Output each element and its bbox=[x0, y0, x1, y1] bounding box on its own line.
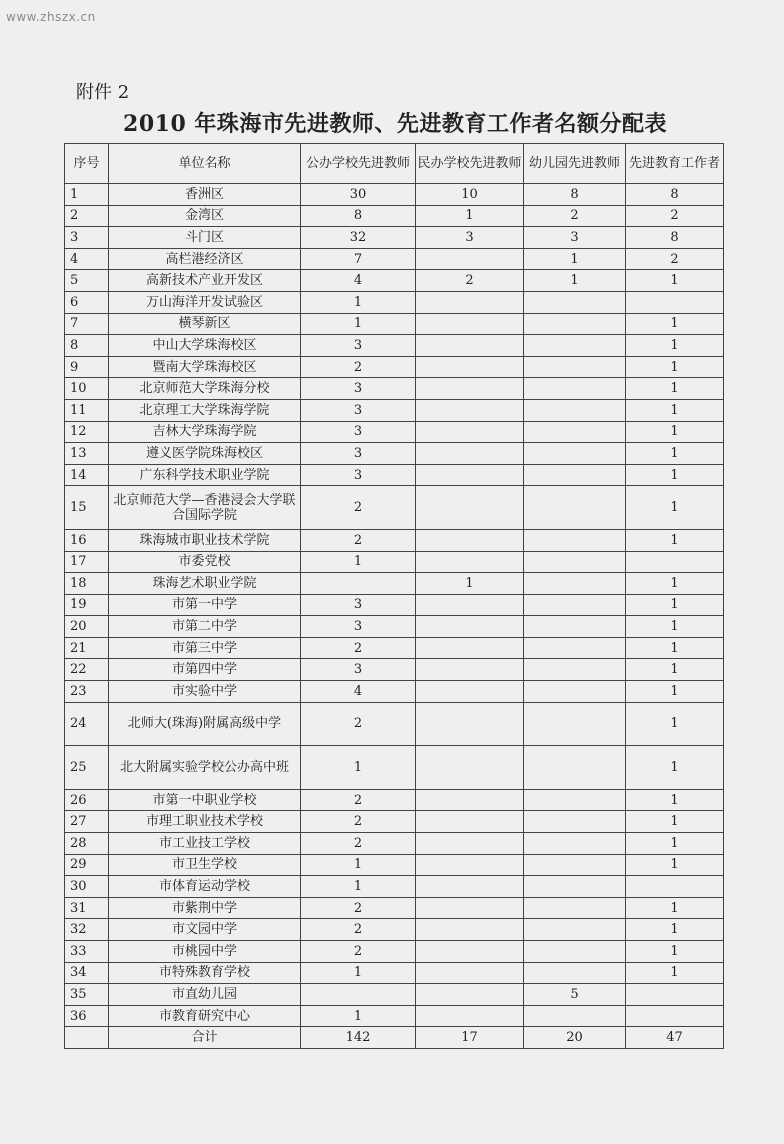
unit-name-cell: 市第一中职业学校 bbox=[109, 789, 301, 811]
kindergarten-teachers-cell bbox=[524, 464, 626, 486]
table-row bbox=[65, 291, 724, 313]
public-teachers-cell: 3 bbox=[301, 378, 416, 400]
table-row bbox=[65, 984, 724, 1006]
private-teachers-cell: 10 bbox=[416, 184, 524, 206]
row-index-cell: 26 bbox=[65, 789, 109, 811]
private-teachers-cell bbox=[416, 746, 524, 790]
private-teachers-cell bbox=[416, 1005, 524, 1027]
row-index-cell: 14 bbox=[65, 464, 109, 486]
kindergarten-teachers-cell bbox=[524, 876, 626, 898]
education-workers-cell: 1 bbox=[626, 941, 724, 963]
kindergarten-teachers-cell bbox=[524, 421, 626, 443]
row-index-cell: 33 bbox=[65, 941, 109, 963]
public-teachers-cell: 2 bbox=[301, 486, 416, 530]
table-row bbox=[65, 421, 724, 443]
private-teachers-cell bbox=[416, 897, 524, 919]
public-teachers-cell: 1 bbox=[301, 854, 416, 876]
kindergarten-teachers-cell bbox=[524, 335, 626, 357]
table-row bbox=[65, 962, 724, 984]
education-workers-cell bbox=[626, 1005, 724, 1027]
public-teachers-cell: 3 bbox=[301, 616, 416, 638]
table-row bbox=[65, 551, 724, 573]
private-teachers-cell bbox=[416, 551, 524, 573]
row-index-cell: 15 bbox=[65, 486, 109, 530]
unit-name-cell: 北京理工大学珠海学院 bbox=[109, 399, 301, 421]
row-index-cell: 8 bbox=[65, 335, 109, 357]
kindergarten-teachers-cell bbox=[524, 551, 626, 573]
private-teachers-cell: 3 bbox=[416, 227, 524, 249]
education-workers-cell: 1 bbox=[626, 356, 724, 378]
header-index: 序号 bbox=[65, 144, 109, 184]
table-row bbox=[65, 702, 724, 746]
unit-name-cell: 市文园中学 bbox=[109, 919, 301, 941]
public-teachers-cell: 1 bbox=[301, 876, 416, 898]
table-row bbox=[65, 313, 724, 335]
private-teachers-cell bbox=[416, 876, 524, 898]
public-teachers-cell: 7 bbox=[301, 248, 416, 270]
header-private-teachers: 民办学校先进教师 bbox=[416, 144, 524, 184]
row-index-cell: 34 bbox=[65, 962, 109, 984]
education-workers-cell bbox=[626, 876, 724, 898]
row-index-cell: 19 bbox=[65, 594, 109, 616]
private-teachers-cell bbox=[416, 789, 524, 811]
table-row bbox=[65, 227, 724, 249]
unit-name-cell: 北京师范大学—香港浸会大学联合国际学院 bbox=[109, 486, 301, 530]
education-workers-cell bbox=[626, 984, 724, 1006]
unit-name-cell: 珠海城市职业技术学院 bbox=[109, 529, 301, 551]
row-index-cell: 36 bbox=[65, 1005, 109, 1027]
row-index-cell: 11 bbox=[65, 399, 109, 421]
public-teachers-cell bbox=[301, 573, 416, 595]
private-teachers-cell bbox=[416, 681, 524, 703]
private-teachers-cell bbox=[416, 443, 524, 465]
education-workers-cell: 1 bbox=[626, 659, 724, 681]
unit-name-cell: 市特殊教育学校 bbox=[109, 962, 301, 984]
public-teachers-cell: 2 bbox=[301, 897, 416, 919]
unit-name-cell: 珠海艺术职业学院 bbox=[109, 573, 301, 595]
private-teachers-cell bbox=[416, 833, 524, 855]
unit-name-cell: 市第三中学 bbox=[109, 637, 301, 659]
table-row bbox=[65, 184, 724, 206]
row-index-cell: 4 bbox=[65, 248, 109, 270]
unit-name-cell: 市工业技工学校 bbox=[109, 833, 301, 855]
private-teachers-cell bbox=[416, 464, 524, 486]
education-workers-cell: 1 bbox=[626, 616, 724, 638]
total-kindergarten: 20 bbox=[524, 1027, 626, 1049]
attachment-label: 附件 2 bbox=[76, 82, 130, 103]
private-teachers-cell bbox=[416, 919, 524, 941]
row-index-cell: 31 bbox=[65, 897, 109, 919]
unit-name-cell: 遵义医学院珠海校区 bbox=[109, 443, 301, 465]
public-teachers-cell: 1 bbox=[301, 962, 416, 984]
kindergarten-teachers-cell bbox=[524, 789, 626, 811]
table-body bbox=[65, 184, 724, 1027]
education-workers-cell: 1 bbox=[626, 270, 724, 292]
public-teachers-cell bbox=[301, 984, 416, 1006]
table-row bbox=[65, 811, 724, 833]
unit-name-cell: 香洲区 bbox=[109, 184, 301, 206]
header-unit-name: 单位名称 bbox=[109, 144, 301, 184]
private-teachers-cell bbox=[416, 335, 524, 357]
education-workers-cell: 1 bbox=[626, 681, 724, 703]
education-workers-cell: 1 bbox=[626, 594, 724, 616]
public-teachers-cell: 1 bbox=[301, 313, 416, 335]
row-index-cell: 20 bbox=[65, 616, 109, 638]
document-title: 2010 年珠海市先进教师、先进教育工作者名额分配表 bbox=[123, 111, 667, 137]
private-teachers-cell bbox=[416, 486, 524, 530]
header-education-workers: 先进教育工作者 bbox=[626, 144, 724, 184]
public-teachers-cell: 3 bbox=[301, 399, 416, 421]
education-workers-cell: 1 bbox=[626, 789, 724, 811]
public-teachers-cell: 1 bbox=[301, 1005, 416, 1027]
education-workers-cell: 1 bbox=[626, 421, 724, 443]
row-index-cell: 21 bbox=[65, 637, 109, 659]
row-index-cell: 1 bbox=[65, 184, 109, 206]
kindergarten-teachers-cell: 5 bbox=[524, 984, 626, 1006]
private-teachers-cell bbox=[416, 984, 524, 1006]
table-row bbox=[65, 616, 724, 638]
kindergarten-teachers-cell bbox=[524, 399, 626, 421]
row-index-cell: 5 bbox=[65, 270, 109, 292]
kindergarten-teachers-cell: 1 bbox=[524, 248, 626, 270]
watermark-text: www.zhszx.cn bbox=[6, 10, 96, 24]
education-workers-cell bbox=[626, 551, 724, 573]
row-index-cell: 30 bbox=[65, 876, 109, 898]
private-teachers-cell bbox=[416, 854, 524, 876]
public-teachers-cell: 3 bbox=[301, 335, 416, 357]
row-index-cell: 9 bbox=[65, 356, 109, 378]
allocation-table bbox=[64, 143, 724, 1049]
public-teachers-cell: 32 bbox=[301, 227, 416, 249]
unit-name-cell: 市桃园中学 bbox=[109, 941, 301, 963]
kindergarten-teachers-cell bbox=[524, 594, 626, 616]
row-index-cell: 25 bbox=[65, 746, 109, 790]
row-index-cell: 35 bbox=[65, 984, 109, 1006]
unit-name-cell: 斗门区 bbox=[109, 227, 301, 249]
table-row bbox=[65, 681, 724, 703]
unit-name-cell: 万山海洋开发试验区 bbox=[109, 291, 301, 313]
row-index-cell: 12 bbox=[65, 421, 109, 443]
unit-name-cell: 市直幼儿园 bbox=[109, 984, 301, 1006]
table-row bbox=[65, 854, 724, 876]
row-index-cell: 17 bbox=[65, 551, 109, 573]
unit-name-cell: 市委党校 bbox=[109, 551, 301, 573]
private-teachers-cell bbox=[416, 659, 524, 681]
row-index-cell: 18 bbox=[65, 573, 109, 595]
private-teachers-cell bbox=[416, 248, 524, 270]
private-teachers-cell bbox=[416, 941, 524, 963]
education-workers-cell: 1 bbox=[626, 399, 724, 421]
table-row bbox=[65, 486, 724, 530]
public-teachers-cell: 1 bbox=[301, 551, 416, 573]
education-workers-cell: 1 bbox=[626, 378, 724, 400]
row-index-cell: 13 bbox=[65, 443, 109, 465]
public-teachers-cell: 2 bbox=[301, 789, 416, 811]
table-row bbox=[65, 464, 724, 486]
private-teachers-cell bbox=[416, 962, 524, 984]
table-row bbox=[65, 399, 724, 421]
private-teachers-cell bbox=[416, 811, 524, 833]
education-workers-cell: 1 bbox=[626, 962, 724, 984]
public-teachers-cell: 3 bbox=[301, 443, 416, 465]
education-workers-cell: 1 bbox=[626, 897, 724, 919]
kindergarten-teachers-cell bbox=[524, 637, 626, 659]
education-workers-cell: 1 bbox=[626, 443, 724, 465]
kindergarten-teachers-cell bbox=[524, 897, 626, 919]
kindergarten-teachers-cell bbox=[524, 291, 626, 313]
table-row bbox=[65, 1005, 724, 1027]
unit-name-cell: 市第一中学 bbox=[109, 594, 301, 616]
unit-name-cell: 广东科学技术职业学院 bbox=[109, 464, 301, 486]
table-row bbox=[65, 270, 724, 292]
unit-name-cell: 市教育研究中心 bbox=[109, 1005, 301, 1027]
public-teachers-cell: 1 bbox=[301, 291, 416, 313]
kindergarten-teachers-cell bbox=[524, 443, 626, 465]
education-workers-cell: 1 bbox=[626, 335, 724, 357]
kindergarten-teachers-cell bbox=[524, 919, 626, 941]
table-row bbox=[65, 248, 724, 270]
public-teachers-cell: 2 bbox=[301, 529, 416, 551]
kindergarten-teachers-cell bbox=[524, 659, 626, 681]
kindergarten-teachers-cell: 8 bbox=[524, 184, 626, 206]
private-teachers-cell bbox=[416, 399, 524, 421]
kindergarten-teachers-cell bbox=[524, 616, 626, 638]
private-teachers-cell: 2 bbox=[416, 270, 524, 292]
private-teachers-cell bbox=[416, 616, 524, 638]
public-teachers-cell: 2 bbox=[301, 702, 416, 746]
unit-name-cell: 暨南大学珠海校区 bbox=[109, 356, 301, 378]
table-row bbox=[65, 876, 724, 898]
public-teachers-cell: 3 bbox=[301, 594, 416, 616]
kindergarten-teachers-cell bbox=[524, 833, 626, 855]
private-teachers-cell bbox=[416, 637, 524, 659]
unit-name-cell: 北大附属实验学校公办高中班 bbox=[109, 746, 301, 790]
kindergarten-teachers-cell bbox=[524, 1005, 626, 1027]
kindergarten-teachers-cell bbox=[524, 378, 626, 400]
table-row bbox=[65, 897, 724, 919]
unit-name-cell: 吉林大学珠海学院 bbox=[109, 421, 301, 443]
kindergarten-teachers-cell bbox=[524, 681, 626, 703]
education-workers-cell: 1 bbox=[626, 854, 724, 876]
table-row bbox=[65, 919, 724, 941]
unit-name-cell: 市紫荆中学 bbox=[109, 897, 301, 919]
row-index-cell: 7 bbox=[65, 313, 109, 335]
public-teachers-cell: 2 bbox=[301, 833, 416, 855]
unit-name-cell: 市第四中学 bbox=[109, 659, 301, 681]
public-teachers-cell: 8 bbox=[301, 205, 416, 227]
public-teachers-cell: 1 bbox=[301, 746, 416, 790]
education-workers-cell: 1 bbox=[626, 833, 724, 855]
education-workers-cell: 2 bbox=[626, 248, 724, 270]
public-teachers-cell: 30 bbox=[301, 184, 416, 206]
table-row bbox=[65, 659, 724, 681]
unit-name-cell: 高栏港经济区 bbox=[109, 248, 301, 270]
education-workers-cell: 8 bbox=[626, 184, 724, 206]
header-public-teachers: 公办学校先进教师 bbox=[301, 144, 416, 184]
kindergarten-teachers-cell bbox=[524, 529, 626, 551]
row-index-cell: 28 bbox=[65, 833, 109, 855]
row-index-cell: 24 bbox=[65, 702, 109, 746]
private-teachers-cell bbox=[416, 702, 524, 746]
unit-name-cell: 北京师范大学珠海分校 bbox=[109, 378, 301, 400]
row-index-cell: 22 bbox=[65, 659, 109, 681]
table-row bbox=[65, 594, 724, 616]
education-workers-cell: 1 bbox=[626, 811, 724, 833]
public-teachers-cell: 2 bbox=[301, 356, 416, 378]
kindergarten-teachers-cell: 1 bbox=[524, 270, 626, 292]
public-teachers-cell: 3 bbox=[301, 659, 416, 681]
public-teachers-cell: 3 bbox=[301, 464, 416, 486]
unit-name-cell: 横琴新区 bbox=[109, 313, 301, 335]
private-teachers-cell bbox=[416, 421, 524, 443]
public-teachers-cell: 4 bbox=[301, 270, 416, 292]
unit-name-cell: 市体育运动学校 bbox=[109, 876, 301, 898]
unit-name-cell: 北师大(珠海)附属高级中学 bbox=[109, 702, 301, 746]
public-teachers-cell: 2 bbox=[301, 919, 416, 941]
table-row bbox=[65, 529, 724, 551]
private-teachers-cell bbox=[416, 356, 524, 378]
row-index-cell: 27 bbox=[65, 811, 109, 833]
kindergarten-teachers-cell bbox=[524, 962, 626, 984]
row-index-cell: 10 bbox=[65, 378, 109, 400]
kindergarten-teachers-cell bbox=[524, 313, 626, 335]
unit-name-cell: 市实验中学 bbox=[109, 681, 301, 703]
table-row bbox=[65, 356, 724, 378]
total-private: 17 bbox=[416, 1027, 524, 1049]
row-index-cell: 32 bbox=[65, 919, 109, 941]
row-index-cell: 29 bbox=[65, 854, 109, 876]
public-teachers-cell: 2 bbox=[301, 637, 416, 659]
table-row bbox=[65, 443, 724, 465]
row-index-cell: 23 bbox=[65, 681, 109, 703]
kindergarten-teachers-cell bbox=[524, 941, 626, 963]
row-index-cell: 16 bbox=[65, 529, 109, 551]
public-teachers-cell: 4 bbox=[301, 681, 416, 703]
education-workers-cell: 2 bbox=[626, 205, 724, 227]
table-row bbox=[65, 378, 724, 400]
total-index-cell bbox=[65, 1027, 109, 1049]
table-row bbox=[65, 833, 724, 855]
public-teachers-cell: 2 bbox=[301, 941, 416, 963]
private-teachers-cell bbox=[416, 291, 524, 313]
kindergarten-teachers-cell: 2 bbox=[524, 205, 626, 227]
education-workers-cell: 1 bbox=[626, 486, 724, 530]
private-teachers-cell bbox=[416, 529, 524, 551]
kindergarten-teachers-cell bbox=[524, 746, 626, 790]
private-teachers-cell bbox=[416, 594, 524, 616]
private-teachers-cell: 1 bbox=[416, 573, 524, 595]
education-workers-cell: 1 bbox=[626, 702, 724, 746]
kindergarten-teachers-cell bbox=[524, 702, 626, 746]
private-teachers-cell bbox=[416, 378, 524, 400]
table-row bbox=[65, 746, 724, 790]
unit-name-cell: 市第二中学 bbox=[109, 616, 301, 638]
table-row bbox=[65, 205, 724, 227]
education-workers-cell bbox=[626, 291, 724, 313]
unit-name-cell: 高新技术产业开发区 bbox=[109, 270, 301, 292]
kindergarten-teachers-cell bbox=[524, 573, 626, 595]
header-kindergarten-teachers: 幼儿园先进教师 bbox=[524, 144, 626, 184]
row-index-cell: 3 bbox=[65, 227, 109, 249]
education-workers-cell: 1 bbox=[626, 573, 724, 595]
education-workers-cell: 8 bbox=[626, 227, 724, 249]
unit-name-cell: 金湾区 bbox=[109, 205, 301, 227]
education-workers-cell: 1 bbox=[626, 313, 724, 335]
education-workers-cell: 1 bbox=[626, 919, 724, 941]
kindergarten-teachers-cell bbox=[524, 811, 626, 833]
row-index-cell: 6 bbox=[65, 291, 109, 313]
kindergarten-teachers-cell bbox=[524, 486, 626, 530]
kindergarten-teachers-cell bbox=[524, 854, 626, 876]
unit-name-cell: 中山大学珠海校区 bbox=[109, 335, 301, 357]
kindergarten-teachers-cell: 3 bbox=[524, 227, 626, 249]
table-row bbox=[65, 941, 724, 963]
table-row bbox=[65, 335, 724, 357]
education-workers-cell: 1 bbox=[626, 637, 724, 659]
public-teachers-cell: 3 bbox=[301, 421, 416, 443]
education-workers-cell: 1 bbox=[626, 529, 724, 551]
unit-name-cell: 市卫生学校 bbox=[109, 854, 301, 876]
total-label: 合计 bbox=[109, 1027, 301, 1049]
kindergarten-teachers-cell bbox=[524, 356, 626, 378]
table-row bbox=[65, 573, 724, 595]
private-teachers-cell bbox=[416, 313, 524, 335]
total-row bbox=[65, 1027, 724, 1049]
table-row bbox=[65, 637, 724, 659]
row-index-cell: 2 bbox=[65, 205, 109, 227]
total-workers: 47 bbox=[626, 1027, 724, 1049]
total-public: 142 bbox=[301, 1027, 416, 1049]
table-row bbox=[65, 789, 724, 811]
public-teachers-cell: 2 bbox=[301, 811, 416, 833]
unit-name-cell: 市理工职业技术学校 bbox=[109, 811, 301, 833]
private-teachers-cell: 1 bbox=[416, 205, 524, 227]
education-workers-cell: 1 bbox=[626, 464, 724, 486]
education-workers-cell: 1 bbox=[626, 746, 724, 790]
